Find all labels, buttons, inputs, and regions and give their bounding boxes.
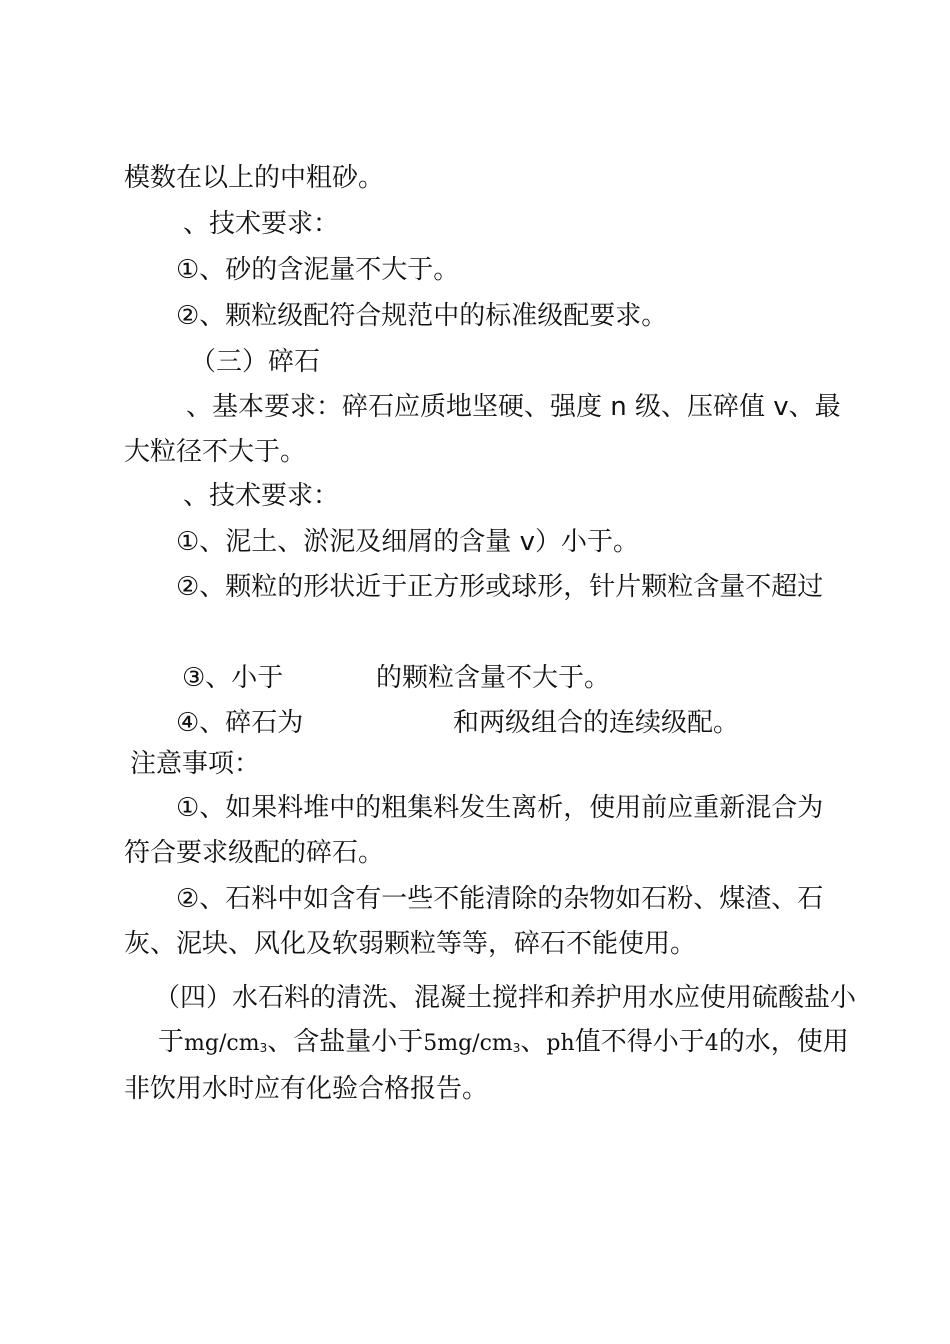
unit-text: ph (546, 1031, 575, 1056)
text-line: （四）水石料的清洗、混凝土搅拌和养护用水应使用硫酸盐小 (154, 983, 857, 1013)
text-segment: 于 (158, 1027, 185, 1057)
text-line: ④、碎石为 (176, 708, 304, 738)
section-heading: （三）碎石 (190, 347, 321, 377)
text-line: 符合要求级配的碎石。 (124, 838, 385, 868)
text-line: ②、颗粒级配符合规范中的标准级配要求。 (176, 301, 668, 331)
text-segment: 的水，使用 (718, 1027, 849, 1057)
text-line: ②、石料中如含有一些不能清除的杂物如石粉、煤渣、石 (176, 884, 824, 914)
text-line: 模数在以上的中粗砂。 (124, 163, 385, 193)
unit-superscript: 3 (259, 1041, 268, 1055)
text-line: 和两级组合的连续级配。 (453, 708, 740, 738)
text-line: ①、泥土、淤泥及细屑的含量 v）小于。 (176, 527, 639, 557)
unit-text: mg/cm (184, 1031, 260, 1056)
text-line: 、基本要求：碎石应质地坚硬、强度 n 级、压碎值 v、最 (186, 392, 841, 422)
text-line: ①、如果料堆中的粗集料发生离析，使用前应重新混合为 (176, 793, 824, 823)
text-line (158, 1026, 849, 1064)
text-line: 灰、泥块、风化及软弱颗粒等等，碎石不能使用。 (124, 929, 697, 959)
text-line: ②、颗粒的形状近于正方形或球形，针片颗粒含量不超过 (176, 572, 824, 602)
text-line: 非饮用水时应有化验合格报告。 (124, 1074, 489, 1104)
unit-text: 5mg/cm (423, 1031, 513, 1056)
text-line: ③、小于 (182, 663, 284, 693)
text-line: 、技术要求： (183, 481, 340, 511)
text-line: 、技术要求： (183, 209, 340, 239)
section-heading: 注意事项： (130, 749, 261, 779)
unit-superscript: 3 (512, 1041, 521, 1055)
text-line: 的颗粒含量不大于。 (376, 663, 611, 693)
text-segment: 值不得小于 (574, 1027, 705, 1057)
text-segment: 、含盐量小于 (267, 1027, 424, 1057)
text-segment: 、 (520, 1027, 547, 1057)
number-text: 4 (704, 1031, 719, 1056)
text-line: ①、砂的含泥量不大于。 (176, 255, 460, 285)
text-line: 大粒径不大于。 (124, 437, 307, 467)
